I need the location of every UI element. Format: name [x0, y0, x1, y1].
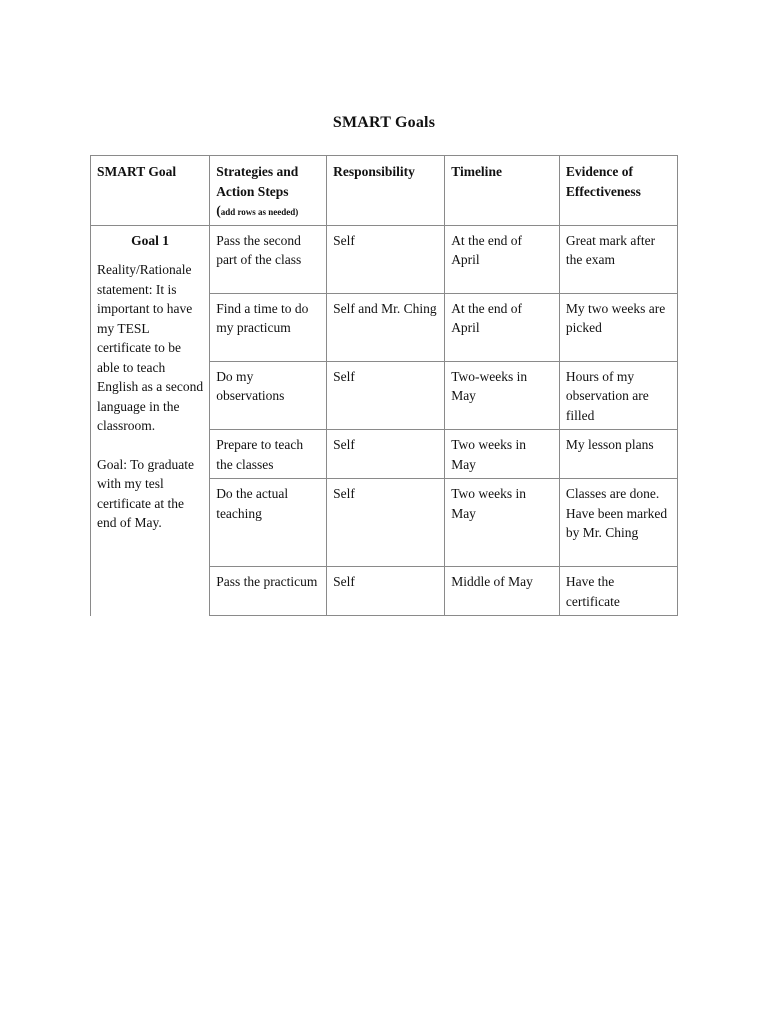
goal-cell: [91, 225, 210, 616]
header-strategies: [210, 156, 327, 226]
timeline-cell: Two-weeks in May: [445, 361, 560, 430]
header-strategies-paren: (: [216, 203, 221, 218]
strategy-cell: Find a time to do my practicum: [210, 293, 327, 361]
strategy-cell: Do my observations: [210, 361, 327, 430]
header-smart-goal: SMART Goal: [91, 156, 210, 226]
timeline-cell: At the end of April: [445, 293, 560, 361]
evidence-cell: My two weeks are picked: [559, 293, 677, 361]
evidence-cell: Hours of my observation are filled: [559, 361, 677, 430]
strategy-cell: Do the actual teaching: [210, 479, 327, 567]
goal-heading: Goal 1: [131, 232, 170, 248]
header-responsibility: Responsibility: [327, 156, 445, 226]
goal-statement: Goal: To graduate with my tesl certificate at the end of May.: [97, 456, 195, 530]
header-evidence: Evidence of Effectiveness: [559, 156, 677, 226]
table-row: [91, 225, 678, 293]
timeline-cell: Middle of May: [445, 567, 560, 616]
responsibility-cell: Self: [327, 567, 445, 616]
evidence-cell: My lesson plans: [559, 430, 677, 479]
goal-rationale: Reality/Rationale statement: It is important to have my TESL certificate to be able to teach English as a second language in the classroom.: [97, 262, 204, 433]
header-row: [91, 156, 678, 226]
header-strategies-label: Strategies and Action Steps: [216, 164, 299, 199]
timeline-cell: At the end of April: [445, 225, 560, 293]
header-strategies-note: add rows as needed): [220, 207, 299, 217]
evidence-cell: Have the certificate: [559, 567, 677, 616]
strategy-cell: Prepare to teach the classes: [210, 430, 327, 479]
responsibility-cell: Self and Mr. Ching: [327, 293, 445, 361]
timeline-cell: Two weeks in May: [445, 479, 560, 567]
header-timeline: Timeline: [445, 156, 560, 226]
responsibility-cell: Self: [327, 430, 445, 479]
evidence-cell: Great mark after the exam: [559, 225, 677, 293]
responsibility-cell: Self: [327, 361, 445, 430]
document-title: SMART Goals: [332, 114, 436, 131]
strategy-cell: Pass the second part of the class: [210, 225, 327, 293]
responsibility-cell: Self: [327, 479, 445, 567]
smart-goals-table: [90, 155, 678, 616]
strategy-cell: Pass the practicum: [210, 567, 327, 616]
responsibility-cell: Self: [327, 225, 445, 293]
timeline-cell: Two weeks in May: [445, 430, 560, 479]
evidence-cell: Classes are done. Have been marked by Mr. Ching: [559, 479, 677, 567]
